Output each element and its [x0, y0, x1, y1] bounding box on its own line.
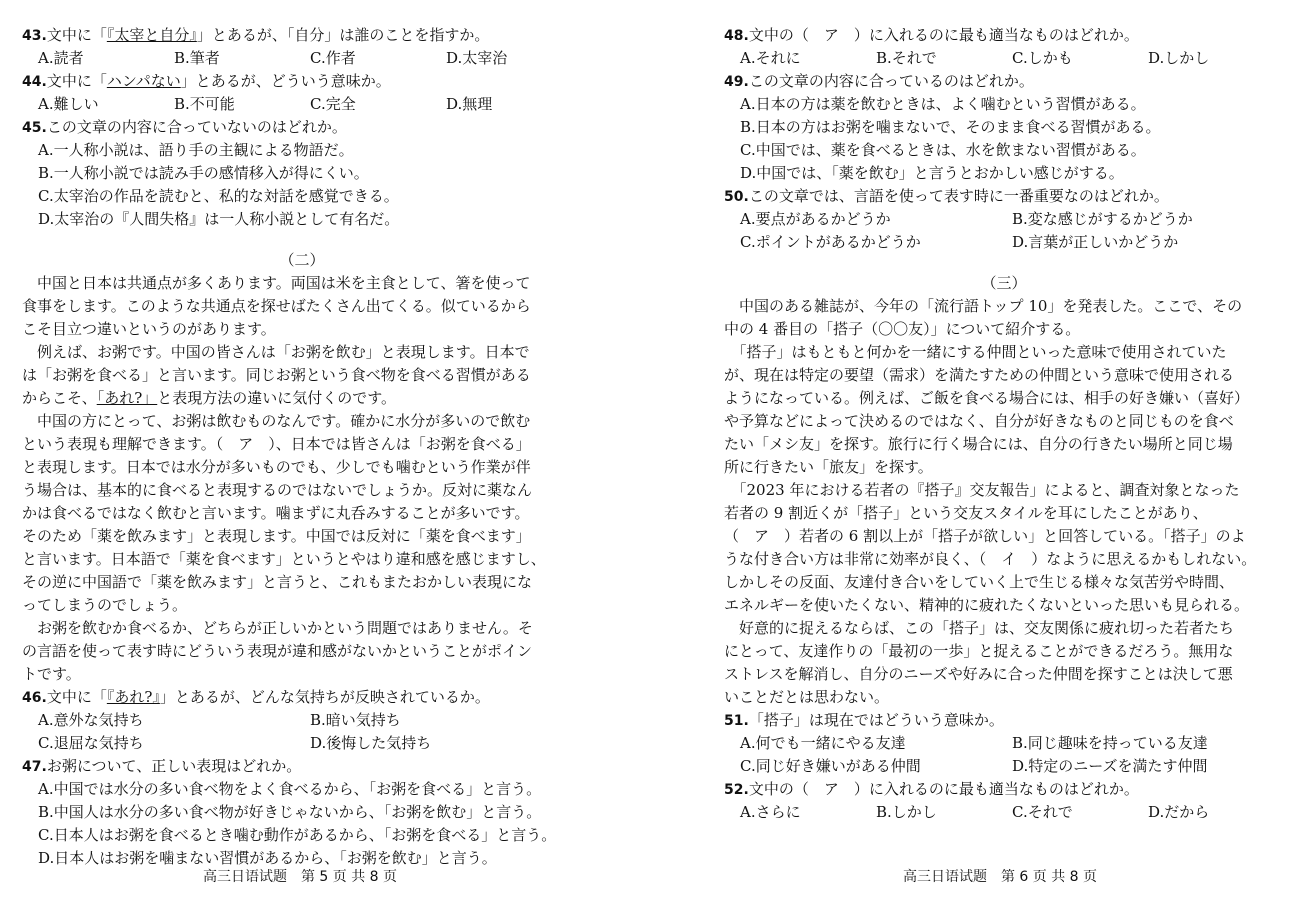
- question-text: 文中に「: [46, 72, 107, 90]
- passage-line: う場合は、基本的に食べると表現するのではないでしょうか。反対に薬なん: [22, 481, 533, 499]
- option-b[interactable]: B.不可能: [174, 95, 235, 113]
- passage-text: からこそ、: [22, 389, 97, 407]
- option-c[interactable]: C.ポイントがあるかどうか: [740, 233, 921, 251]
- underlined-reference: 「あれ?」: [96, 389, 158, 407]
- question-number: 52.: [724, 782, 749, 798]
- option-d[interactable]: D.日本人はお粥を噛まない習慣があるから、「お粥を飲む」と言う。: [38, 849, 497, 867]
- underlined-reference: 『太宰と自分』: [106, 26, 197, 44]
- option-d[interactable]: D.太宰治の『人間失格』は一人称小説として有名だ。: [38, 210, 400, 228]
- question-51: [724, 709, 1284, 732]
- question-50: [724, 185, 1284, 208]
- passage-line: 中の 4 番目の「搭子（〇〇友）」について紹介する。: [724, 320, 1081, 338]
- option-b[interactable]: B.暗い気持ち: [310, 711, 401, 729]
- question-text: 文中に「: [46, 688, 107, 706]
- passage-line: ようになっている。例えば、ご飯を食べる場合には、相手の好き嫌い（喜好）: [724, 389, 1250, 407]
- passage-line: こそ目立つ違いというのがあります。: [22, 320, 276, 338]
- passage-line: 例えば、お粥です。中国の皆さんは「お粥を飲む」と表現します。日本で: [22, 343, 530, 361]
- option-a[interactable]: A.中国では水分の多い食べ物をよく食べるから、「お粥を食べる」と言う。: [38, 780, 542, 798]
- passage-text: と表現方法の違いに気付くのです。: [157, 389, 397, 407]
- question-text: 」とあるが、「自分」は誰のことを指すか。: [196, 26, 490, 44]
- option-a[interactable]: A.一人称小説は、語り手の主観による物語だ。: [38, 141, 354, 159]
- question-number: 51.: [724, 713, 749, 729]
- left-page: [22, 24, 582, 870]
- option-a[interactable]: A.要点があるかどうか: [740, 210, 891, 228]
- question-text: この文章の内容に合っていないのはどれか。: [46, 118, 347, 136]
- passage-line: にとって、友達作りの「最初の一歩」と捉えることができるだろう。無用な: [724, 642, 1234, 660]
- option-b[interactable]: B.中国人は水分の多い食べ物が好きじゃないから、「お粥を飲む」と言う。: [38, 803, 542, 821]
- passage-line: トです。: [22, 665, 81, 683]
- passage-line: 「2023 年における若者の『搭子』交友報告」によると、調査対象となった: [724, 481, 1240, 499]
- passage-line: お粥を飲むか食べるか、どちらが正しいかという問題ではありません。そ: [22, 619, 533, 637]
- options-51-row1: [724, 732, 1284, 755]
- page-footer-right: 高三日语试题 第 6 页 共 8 页: [902, 869, 1098, 885]
- question-number: 49.: [724, 74, 749, 90]
- question-46: [22, 686, 582, 709]
- question-49: [724, 70, 1284, 93]
- options-43: [22, 47, 582, 70]
- passage-line: いことだとは思わない。: [724, 688, 890, 706]
- question-number: 44.: [22, 74, 47, 90]
- passage-line: そのため「薬を飲みます」と表現します。中国では反対に「薬を食べます」: [22, 527, 531, 545]
- question-44: [22, 70, 582, 93]
- options-51-row2: [724, 755, 1284, 778]
- passage-line: 「搭子」はもともと何かを一緒にする仲間といった意味で使用されていた: [724, 343, 1227, 361]
- question-number: 50.: [724, 189, 749, 205]
- question-text: 」とあるが、どんな気持ちが反映されているか。: [159, 688, 490, 706]
- option-a[interactable]: A.難しい: [38, 95, 99, 113]
- option-c[interactable]: C.それで: [1012, 803, 1073, 821]
- question-text: 文中の（ ア ）に入れるのに最も適当なものはどれか。: [748, 26, 1139, 44]
- question-number: 43.: [22, 28, 47, 44]
- question-text: 文中に「: [46, 26, 107, 44]
- option-d[interactable]: D.言葉が正しいかどうか: [1012, 233, 1179, 251]
- section-title-3: （三）: [981, 274, 1027, 292]
- passage-line: 若者の 9 割近くが「搭子」という交友スタイルを耳にしたことがあり、: [724, 504, 1208, 522]
- passage-line: うな付き合い方は非常に効率が良く、（ イ ）なように思えるかもしれない。: [724, 550, 1257, 568]
- question-48: [724, 24, 1284, 47]
- passage-line: 中国のある雑誌が、今年の「流行語トップ 10」を発表した。ここで、その: [724, 297, 1243, 315]
- passage-line: 中国と日本は共通点が多くあります。両国は米を主食として、箸を使って: [22, 274, 531, 292]
- option-d[interactable]: D.だから: [1148, 803, 1210, 821]
- passage-line: の言語を使って表す時にどういう表現が違和感がないかということがポイン: [22, 642, 533, 660]
- option-d[interactable]: D.後悔した気持ち: [310, 734, 432, 752]
- options-46-row1: [22, 709, 582, 732]
- option-a[interactable]: A.さらに: [740, 803, 801, 821]
- passage-line: 中国の方にとって、お粥は飲むものなんです。確かに水分が多いので飲む: [22, 412, 531, 430]
- underlined-reference: ハンパない: [106, 72, 181, 90]
- option-b[interactable]: B.一人称小説では読み手の感情移入が得にくい。: [38, 164, 369, 182]
- passage-line: ストレスを解消し、自分のニーズや好みに合った仲間を探すことは決して悪: [724, 665, 1233, 683]
- option-b[interactable]: B.同じ趣味を持っている友達: [1012, 734, 1208, 752]
- option-c[interactable]: C.しかも: [1012, 49, 1073, 67]
- options-50-row2: [724, 231, 1284, 254]
- option-c[interactable]: C.完全: [310, 95, 356, 113]
- question-text: この文章の内容に合っているのはどれか。: [748, 72, 1034, 90]
- passage-line: エネルギーを使いたくない、精神的に疲れたくないといった思いも見られる。: [724, 596, 1250, 614]
- passage-line: ってしまうのでしょう。: [22, 596, 188, 614]
- option-a[interactable]: A.意外な気持ち: [38, 711, 144, 729]
- option-c[interactable]: C.作者: [310, 49, 356, 67]
- options-46-row2: [22, 732, 582, 755]
- question-text: 」とあるが、どういう意味か。: [180, 72, 391, 90]
- options-44: [22, 93, 582, 116]
- options-50-row1: [724, 208, 1284, 231]
- option-a[interactable]: A.読者: [38, 49, 84, 67]
- passage-line: 好意的に捉えるならば、この「搭子」は、交友関係に疲れ切った若者たち: [724, 619, 1235, 637]
- question-45: [22, 116, 582, 139]
- option-b[interactable]: B.それで: [876, 49, 937, 67]
- option-a[interactable]: A.それに: [740, 49, 801, 67]
- option-d[interactable]: D.無理: [446, 95, 493, 113]
- question-number: 45.: [22, 120, 47, 136]
- passage-line: や予算などによって決めるのではなく、自分が好きなものと同じものを食べ: [724, 412, 1234, 430]
- passage-line: と言います。日本語で「薬を食べます」というとやはり違和感を感じますし、: [22, 550, 546, 568]
- option-c[interactable]: C.太宰治の作品を読むと、私的な対話を感覚できる。: [38, 187, 399, 205]
- passage-line: [22, 387, 582, 410]
- question-text: お粥について、正しい表現はどれか。: [46, 757, 302, 775]
- question-47: [22, 755, 582, 778]
- option-d[interactable]: D.特定のニーズを満たす仲間: [1012, 757, 1208, 775]
- option-c[interactable]: C.中国では、薬を食べるときは、水を飲まない習慣がある。: [740, 141, 1146, 159]
- question-text: 「搭子」は現在ではどういう意味か。: [748, 711, 1004, 729]
- passage-line: 食事をします。このような共通点を探せばたくさん出てくる。似ているから: [22, 297, 531, 315]
- section-title-2: （二）: [279, 251, 325, 269]
- option-d[interactable]: D.中国では、「薬を飲む」と言うとおかしい感じがする。: [740, 164, 1124, 182]
- option-a[interactable]: A.何でも一緒にやる友達: [740, 734, 906, 752]
- option-b[interactable]: B.日本の方はお粥を噛まないで、そのまま食べる習慣がある。: [740, 118, 1161, 136]
- option-b[interactable]: B.しかし: [876, 803, 937, 821]
- passage-line: と表現します。日本では水分が多いものでも、少しでも噛むという作業が伴: [22, 458, 531, 476]
- passage-line: （ ア ）若者の 6 割以上が「搭子が欲しい」と回答している。「搭子」のよ: [724, 527, 1246, 545]
- option-b[interactable]: B.変な感じがするかどうか: [1012, 210, 1193, 228]
- passage-line: たい「メシ友」を探す。旅行に行く場合には、自分の行きたい場所と同じ場: [724, 435, 1233, 453]
- passage-line: が、現在は特定の要望（需求）を満たすための仲間という意味で使用される: [724, 366, 1235, 384]
- option-d[interactable]: D.太宰治: [446, 49, 508, 67]
- question-number: 47.: [22, 759, 47, 775]
- options-52: [724, 801, 1284, 824]
- passage-line: しかしその反面、友達付き合いをしていく上で生じる様々な気苦労や時間、: [724, 573, 1235, 591]
- options-48: [724, 47, 1284, 70]
- option-c[interactable]: C.退屈な気持ち: [38, 734, 144, 752]
- question-text: この文章では、言語を使って表す時に一番重要なのはどれか。: [748, 187, 1169, 205]
- right-page: [724, 24, 1284, 824]
- underlined-reference: 『あれ?』: [106, 688, 160, 706]
- question-43: [22, 24, 582, 47]
- option-c[interactable]: C.日本人はお粥を食べるとき噛む動作があるから、「お粥を食べる」と言う。: [38, 826, 557, 844]
- passage-line: という表現も理解できます。（ ア ）、日本では皆さんは「お粥を食べる」: [22, 435, 531, 453]
- passage-line: は「お粥を食べる」と言います。同じお粥という食べ物を食べる習慣がある: [22, 366, 531, 384]
- question-52: [724, 778, 1284, 801]
- question-number: 48.: [724, 28, 749, 44]
- passage-line: かは食べるではなく飲むと言います。噛まずに丸呑みすることが多いです。: [22, 504, 530, 522]
- question-number: 46.: [22, 690, 47, 706]
- question-text: 文中の（ ア ）に入れるのに最も適当なものはどれか。: [748, 780, 1139, 798]
- passage-line: その逆に中国語で「薬を飲みます」と言うと、これもまたおかしい表現にな: [22, 573, 533, 591]
- option-a[interactable]: A.日本の方は薬を飲むときは、よく噛むという習慣がある。: [740, 95, 1146, 113]
- option-d[interactable]: D.しかし: [1148, 49, 1210, 67]
- option-b[interactable]: B.筆者: [174, 49, 220, 67]
- passage-line: 所に行きたい「旅友」を探す。: [724, 458, 933, 476]
- option-c[interactable]: C.同じ好き嫌いがある仲間: [740, 757, 921, 775]
- page-footer-left: 高三日语试题 第 5 页 共 8 页: [202, 869, 398, 885]
